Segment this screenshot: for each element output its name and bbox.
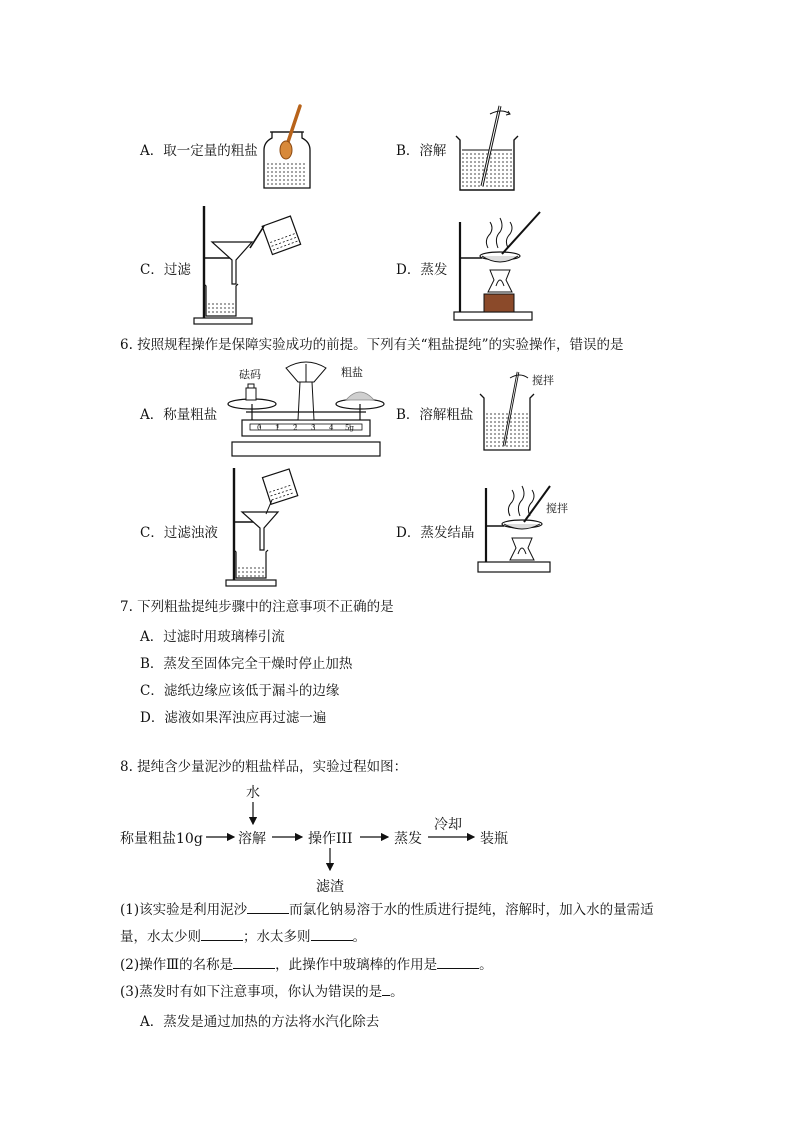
label-stir-evap: 搅拌 bbox=[546, 502, 568, 515]
q8-p2a: (2)操作Ⅲ的名称是 bbox=[120, 957, 234, 973]
blank-3[interactable] bbox=[311, 927, 353, 941]
scale-tick-2: 2 bbox=[293, 424, 298, 432]
flow-bottle: 装瓶 bbox=[480, 831, 508, 847]
q7-option-d: D．滤液如果浑浊应再过滤一遍 bbox=[140, 710, 327, 726]
flow-start: 称量粗盐10g bbox=[120, 831, 203, 847]
q6-option-d: D．蒸发结晶 bbox=[396, 525, 475, 541]
q8-p3a: (3)蒸发时有如下注意事项，你认为错误的是 bbox=[120, 984, 383, 1000]
q5-option-b: B．溶解 bbox=[396, 143, 447, 159]
scale-tick-3: 3 bbox=[311, 424, 316, 432]
q6-option-a: A．称量粗盐 bbox=[140, 407, 218, 423]
flow-op3: 操作III bbox=[308, 831, 353, 847]
label-stir: 搅拌 bbox=[532, 374, 554, 387]
q8-p2b: ，此操作中玻璃棒的作用是 bbox=[275, 957, 438, 973]
scale-tick-4: 4 bbox=[329, 424, 334, 432]
q8-p1c: 量，水太少则 bbox=[120, 929, 201, 945]
flow-cool: 冷却 bbox=[434, 817, 462, 833]
q7-option-a: A．过滤时用玻璃棒引流 bbox=[140, 629, 285, 645]
q8-p1e: 。 bbox=[352, 929, 366, 945]
q6-option-b: B．溶解粗盐 bbox=[396, 407, 474, 423]
q8-part2 bbox=[120, 955, 493, 974]
q7-stem: 7. 下列粗盐提纯步骤中的注意事项不正确的是 bbox=[120, 599, 394, 615]
flow-dissolve: 溶解 bbox=[238, 831, 266, 847]
q5-option-d: D．蒸发 bbox=[396, 262, 448, 278]
blank-6[interactable] bbox=[382, 982, 390, 996]
q8-p2c: 。 bbox=[479, 957, 493, 973]
flow-water: 水 bbox=[246, 785, 260, 801]
q8-option-a: A．蒸发是通过加热的方法将水汽化除去 bbox=[140, 1014, 380, 1030]
q7-option-b: B．蒸发至固体完全干燥时停止加热 bbox=[140, 656, 353, 672]
q8-p1d: ；水太多则 bbox=[243, 929, 311, 945]
scale-tick-1: 1 bbox=[275, 424, 280, 432]
label-weights: 砝码 bbox=[239, 368, 261, 381]
flow-evap: 蒸发 bbox=[394, 831, 422, 847]
q8-p1a: (1)该实验是利用泥沙 bbox=[120, 902, 248, 918]
q8-part1-line2 bbox=[120, 927, 366, 946]
q8-p1b: 而氯化钠易溶于水的性质进行提纯，溶解时，加入水的量需适 bbox=[289, 902, 654, 918]
blank-1[interactable] bbox=[247, 900, 289, 914]
scale-tick-5: 5g bbox=[345, 424, 354, 432]
q8-stem: 8. 提纯含少量泥沙的粗盐样品，实验过程如图： bbox=[120, 759, 408, 775]
q6-option-c: C．过滤浊液 bbox=[140, 525, 218, 541]
scale-tick-0: 0 bbox=[257, 424, 262, 432]
q8-p3b: 。 bbox=[390, 984, 404, 1000]
blank-4[interactable] bbox=[233, 955, 275, 969]
blank-5[interactable] bbox=[437, 955, 479, 969]
q8-part1-line1 bbox=[120, 900, 654, 919]
label-crude-salt: 粗盐 bbox=[341, 366, 363, 379]
q8-part3 bbox=[120, 982, 404, 1001]
q6-stem: 6. 按照规程操作是保障实验成功的前提。下列有关“粗盐提纯”的实验操作，错误的是 bbox=[120, 337, 624, 353]
q5-option-a: A．取一定量的粗盐 bbox=[140, 143, 258, 159]
blank-2[interactable] bbox=[201, 927, 243, 941]
flow-residue: 滤渣 bbox=[316, 879, 344, 895]
q7-option-c: C．滤纸边缘应该低于漏斗的边缘 bbox=[140, 683, 340, 699]
q5-option-c: C．过滤 bbox=[140, 262, 191, 278]
